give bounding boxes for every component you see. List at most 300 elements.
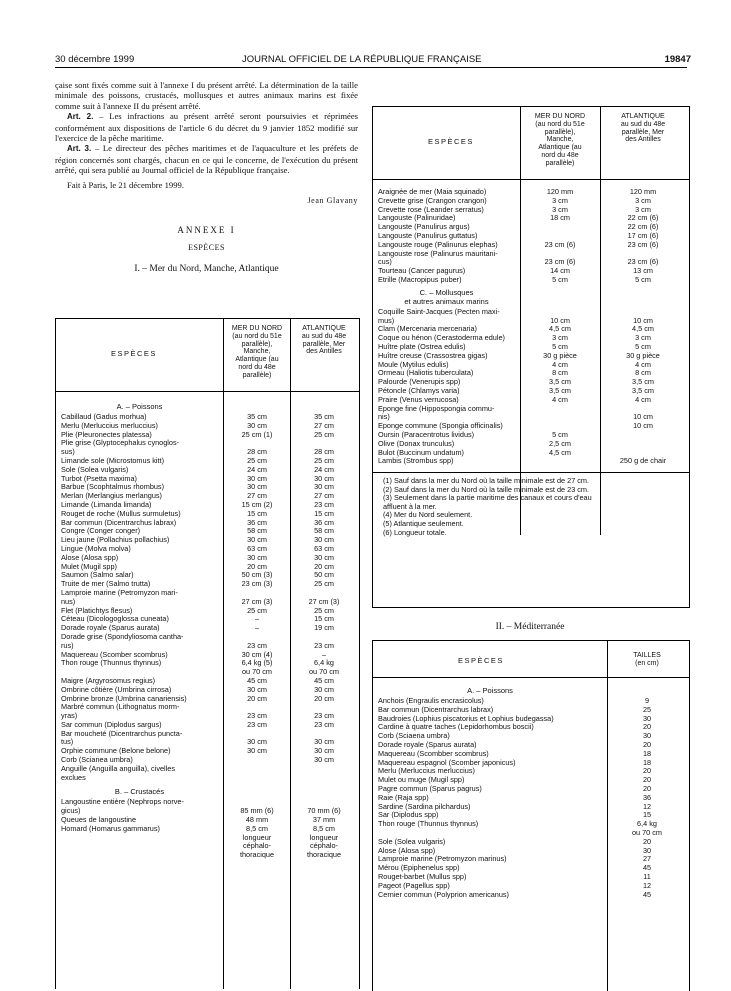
species-name: Queues de langoustine xyxy=(61,816,137,825)
size-value: 14 cm xyxy=(550,266,570,276)
species-name: Maigre (Argyrosomus regius) xyxy=(61,676,156,685)
left-column xyxy=(55,80,358,274)
size-value: 12 xyxy=(642,801,652,811)
size-value: 25 cm xyxy=(247,605,267,615)
species-name: Lingue (Molva molva) xyxy=(61,544,131,553)
species-name: Saumon (Salmo salar) xyxy=(61,571,134,580)
issue-date: 30 décembre 1999 xyxy=(55,54,135,65)
column-header-line: au sud du 48e xyxy=(620,120,666,128)
size-value: 8,5 cm xyxy=(313,823,335,833)
size-value: 23 cm xyxy=(314,640,334,650)
table-row xyxy=(373,829,689,838)
species-name: Merlan (Merlangius merlangus) xyxy=(61,492,162,501)
footnote: affluent à la mer. xyxy=(383,501,437,511)
journal-title: JOURNAL OFFICIEL DE LA RÉPUBLIQUE FRANÇAISE xyxy=(242,54,482,65)
column-header-line: MER DU NORD xyxy=(534,113,586,120)
category-fish: A. – Poissons xyxy=(116,402,163,411)
species-name: Corb (Scianea umbra) xyxy=(61,756,133,765)
species-name: Alose (Alosa spp) xyxy=(61,553,119,562)
species-name: Maquereau (Scombber scombrus) xyxy=(378,749,489,758)
size-value: 27 cm xyxy=(247,491,267,501)
species-name: Mérou (Epiphenelus spp) xyxy=(378,864,460,873)
section-1-title: I. – Mer du Nord, Manche, Atlantique xyxy=(134,264,279,275)
size-value: 15 xyxy=(642,810,652,820)
size-value: – xyxy=(254,623,260,633)
table-row xyxy=(373,864,689,873)
footnote: (4) Mer du Nord seulement. xyxy=(383,510,473,520)
size-value: 23 cm xyxy=(247,711,267,721)
size-value: 27 xyxy=(642,854,652,864)
size-value: 20 cm xyxy=(247,561,267,571)
size-value: 20 cm xyxy=(314,693,334,703)
size-value: 3 cm xyxy=(635,195,651,205)
size-value: 15 cm (2) xyxy=(241,499,273,509)
size-value: 25 cm (1) xyxy=(241,429,273,439)
footnote: (1) Sauf dans la mer du Nord où la taille minimale est de 27 cm. xyxy=(383,476,590,486)
size-value: 5 cm xyxy=(635,341,651,351)
species-name: tus) xyxy=(61,738,74,747)
size-value: thoracique xyxy=(306,850,342,860)
table-row xyxy=(56,756,359,765)
page-header xyxy=(0,0,731,68)
size-value: 11 xyxy=(643,871,651,881)
size-value: 3 cm xyxy=(552,195,568,205)
species-name: Corb (Sciaena umbra) xyxy=(378,732,450,741)
size-value: 10 cm xyxy=(633,412,653,422)
size-value: 45 cm xyxy=(247,675,267,685)
size-value: 23 cm (3) xyxy=(241,579,273,589)
size-value: 19 cm xyxy=(314,623,334,633)
size-value: 3,5 cm xyxy=(632,377,654,387)
size-value: 2,5 cm xyxy=(549,438,571,448)
species-name: yras) xyxy=(61,712,78,721)
species-name: Sar commun (Diplodus sargus) xyxy=(61,720,162,729)
table-row xyxy=(373,750,689,759)
size-value: 10 cm xyxy=(550,315,570,325)
size-value: 3,5 cm xyxy=(632,385,654,395)
table-row xyxy=(56,774,359,783)
north-sea-column-header xyxy=(523,113,597,168)
species-name: Oursin (Paracentrotus lividus) xyxy=(378,430,475,439)
size-value: 23 cm xyxy=(314,711,334,721)
size-value: 30 cm xyxy=(247,482,267,492)
species-name: Barbue (Scophtalmus rhombus) xyxy=(61,483,165,492)
species-name: Bulot (Buccinum undatum) xyxy=(378,448,464,457)
species-column-header: ESPÈCES xyxy=(458,656,504,665)
size-value: 30 cm xyxy=(247,552,267,562)
species-name: Limande (Limanda limanda) xyxy=(61,500,152,509)
footnote: (2) Sauf dans la mer du Nord où la taille minimale est de 23 cm. xyxy=(383,484,590,494)
size-value: 30 cm xyxy=(314,482,334,492)
table-row xyxy=(373,847,689,856)
size-value: 8 cm xyxy=(552,368,568,378)
species-name: Dorade royale (Sparus aurata) xyxy=(61,624,160,633)
size-value: 17 cm (6) xyxy=(627,230,659,240)
size-value: 6,4 kg xyxy=(637,819,657,829)
species-name: Merlu (Merluccius merluccius) xyxy=(61,421,158,430)
size-value: 12 xyxy=(642,880,652,890)
table-row xyxy=(56,642,359,651)
column-header-line: au sud du 48e xyxy=(301,332,347,340)
column-header-line: nord du 48e xyxy=(541,151,579,159)
size-value: 63 cm xyxy=(314,543,334,553)
category-fish: A. – Poissons xyxy=(467,686,513,695)
species-name: Lambis (Strombus spp) xyxy=(378,457,454,466)
species-name: Langouste (Panulirus guttatus) xyxy=(378,231,478,240)
atlantic-column-header xyxy=(292,325,356,356)
species-name: Baudroies (Lophius piscatorius et Lophius budegassa) xyxy=(378,714,554,723)
size-value: 20 xyxy=(642,775,652,785)
size-value: 30 xyxy=(642,713,652,723)
size-value: 27 cm (3) xyxy=(308,596,340,606)
species-name: Turbot (Psetta maxima) xyxy=(61,474,137,483)
species-name: Clam (Mercenaria mercenaria) xyxy=(378,325,477,334)
species-name: Bar commun (Dicentrarchus labrax) xyxy=(61,518,177,527)
column-header-line: parallèle) xyxy=(242,371,272,379)
size-value: 15 cm xyxy=(247,508,267,518)
species-name: Langouste (Panulirus argus) xyxy=(378,223,470,232)
table-row xyxy=(56,721,359,730)
table-row xyxy=(373,422,689,431)
table-north-atlantic-continued xyxy=(372,106,690,608)
column-header-line: ATLANTIQUE xyxy=(302,325,346,332)
table-row xyxy=(373,873,689,882)
size-value: 30 cm xyxy=(314,737,334,747)
footnote: (3) Seulement dans la partie maritime des canaux et cours d'eau xyxy=(383,493,592,503)
size-value: 3 cm xyxy=(635,204,651,214)
size-value: 30 cm xyxy=(314,755,334,765)
size-value: céphalo- xyxy=(310,841,338,851)
table-row xyxy=(373,803,689,812)
species-name: Cardine à quatre taches (Lepidorhombus boscii) xyxy=(378,723,534,732)
size-value: 23 cm (6) xyxy=(544,257,576,267)
size-value: 25 xyxy=(642,704,652,714)
size-value: 27 cm (3) xyxy=(241,596,273,606)
size-value: 20 xyxy=(642,739,652,749)
sizes-column-header xyxy=(609,652,685,668)
size-value: 6,4 kg (5) xyxy=(241,658,273,668)
article-2 xyxy=(55,111,358,143)
column-header-line: parallèle, Mer xyxy=(302,340,346,348)
species-name: Anguille (Anguilla anguilla), civelles xyxy=(61,764,175,773)
table-mediterranean xyxy=(372,640,690,991)
column-header-line: (au nord du 51e xyxy=(535,120,585,128)
size-value: 4,5 cm xyxy=(632,324,654,334)
table-row xyxy=(373,457,689,466)
species-name: Homard (Homarus gammarus) xyxy=(61,824,160,833)
fish-rows xyxy=(56,413,359,782)
table-north-atlantic xyxy=(55,318,360,989)
species-name: Dorade royale (Sparus aurata) xyxy=(378,740,477,749)
size-value: 30 g pièce xyxy=(543,350,577,360)
size-value: 22 cm (6) xyxy=(627,222,659,232)
size-value: 45 cm xyxy=(314,675,334,685)
size-value: 120 mm xyxy=(629,187,657,196)
article-2-text: – Les infractions au présent arrêté seront poursuivies et réprimées conformément aux dispositions de l'article 6 du décret du 9 janvier 1852 modifié sur l'exercice de la pêche maritime. xyxy=(55,111,358,144)
species-column-header: ESPÈCES xyxy=(428,137,474,146)
article-2-label: Art. 2. xyxy=(67,112,94,122)
table-row xyxy=(373,776,689,785)
species-name: Merlu (Merluccius merluccius) xyxy=(378,767,475,776)
size-value: 36 xyxy=(642,792,652,802)
size-value: 27 cm xyxy=(314,420,334,430)
table-row xyxy=(373,838,689,847)
size-value: 37 mm xyxy=(312,815,336,825)
article-3-text: – Le directeur des pêches maritimes et de l'aquaculture et les préfets de région concernés sont chargés, chacun en ce qui le concerne, de l'exécution du présent arrêté, qui sera publié au Journal officiel de la République française. xyxy=(55,143,359,176)
table-row xyxy=(373,396,689,405)
size-value: 27 cm xyxy=(314,491,334,501)
size-value: 30 cm (4) xyxy=(241,649,273,659)
table-row xyxy=(373,732,689,741)
species-name: Marbré commun (Lithognatus morm- xyxy=(61,703,180,712)
species-name: rus) xyxy=(61,641,74,650)
size-value: 45 xyxy=(642,889,652,899)
size-value: 3 cm xyxy=(552,204,568,214)
species-name: Ombrine bronze (Umbrina canariensis) xyxy=(61,694,187,703)
size-value: 48 mm xyxy=(245,815,269,825)
size-value: 30 xyxy=(642,845,652,855)
size-value: 28 cm xyxy=(314,447,334,457)
species-name: Coquille Saint-Jacques (Pecten maxi- xyxy=(378,307,500,316)
column-header-line: (au nord du 51e xyxy=(232,332,282,340)
column-header-line: nord du 48e xyxy=(238,363,276,371)
category-crustaceans: B. – Crustacés xyxy=(114,787,165,797)
species-name: Maquereau (Scomber scombrus) xyxy=(61,650,168,659)
species-name: Crevette grise (Crangon crangon) xyxy=(378,196,487,205)
category-molluscs: C. – Mollusques xyxy=(419,287,474,297)
species-name: Eponge commune (Spongia officinalis) xyxy=(378,422,503,431)
size-value: 120 mm xyxy=(546,187,574,196)
size-value: 3,5 cm xyxy=(549,385,571,395)
species-name: Dorade grise (Spondyliosoma cantha- xyxy=(61,632,184,641)
size-value: 6,4 kg xyxy=(314,658,334,668)
species-name: Orphie commune (Belone belone) xyxy=(61,747,171,756)
species-name: sus) xyxy=(61,448,75,457)
size-value: 50 cm xyxy=(314,570,334,580)
species-name: Eponge fine (Hippospongia commu- xyxy=(378,404,495,413)
size-value: 8,5 cm xyxy=(246,823,268,833)
species-name: Thon rouge (Thunnus thynnus) xyxy=(378,820,479,829)
size-value: – xyxy=(321,649,327,659)
species-name: Flet (Platichtys flesus) xyxy=(61,606,133,615)
done-at: Fait à Paris, le 21 décembre 1999. xyxy=(67,179,184,190)
size-value: 23 cm xyxy=(247,640,267,650)
table-row xyxy=(373,882,689,891)
crustacean-rows xyxy=(373,188,689,285)
species-name: Rouget de roche (Mullus surmuletus) xyxy=(61,509,181,518)
species-name: Sole (Solea vulgaris) xyxy=(378,837,446,846)
size-value: 63 cm xyxy=(247,543,267,553)
size-value: 35 cm xyxy=(314,412,334,421)
species-name: Anchois (Engraulis encrasicolus) xyxy=(378,697,484,705)
size-value: 36 cm xyxy=(247,517,267,527)
table-row xyxy=(373,767,689,776)
table-row xyxy=(373,715,689,724)
size-value: 5 cm xyxy=(552,429,568,439)
size-value: 58 cm xyxy=(247,526,267,536)
size-value: 10 cm xyxy=(633,421,653,431)
species-name: Maquereau espagnol (Scomber japonicus) xyxy=(378,758,516,767)
header-rule xyxy=(55,67,687,68)
species-name: Lamproie marine (Petromyzon mari- xyxy=(61,588,178,597)
species-name: Pageot (Pagellus spp) xyxy=(378,881,450,890)
table-row xyxy=(373,241,689,250)
mollusc-rows xyxy=(373,308,689,466)
size-value: 20 xyxy=(642,766,652,776)
size-value: 30 cm xyxy=(314,552,334,562)
size-value: 28 cm xyxy=(247,447,267,457)
size-value: 4 cm xyxy=(552,394,568,404)
species-name: nus) xyxy=(61,597,76,606)
table-notes xyxy=(373,472,689,541)
species-name: Etrille (Macropipus puber) xyxy=(378,275,462,284)
species-name: Pétoncle (Chlamys varia) xyxy=(378,386,460,395)
size-value: céphalo- xyxy=(243,841,271,851)
especes-title: ESPÈCES xyxy=(188,243,225,253)
size-value: 30 cm xyxy=(314,746,334,756)
column-header-line: parallèle) xyxy=(545,159,575,167)
size-value: 25 cm xyxy=(314,579,334,589)
size-value: 30 cm xyxy=(247,420,267,430)
size-value: longueur xyxy=(242,832,272,842)
table-row xyxy=(373,759,689,768)
species-name: Araignée de mer (Maia squinado) xyxy=(378,188,487,196)
column-header-line: Manche, xyxy=(243,348,271,356)
size-value: 30 cm xyxy=(247,746,267,756)
table-row xyxy=(56,580,359,589)
table-row xyxy=(56,851,359,860)
footnote: (6) Longueur totale. xyxy=(383,527,447,537)
size-value: 15 cm xyxy=(314,614,334,624)
signature: Jean Glavany xyxy=(307,196,358,206)
size-value: 30 cm xyxy=(247,535,267,545)
size-value: 4 cm xyxy=(635,394,651,404)
size-value: ou 70 cm xyxy=(241,667,272,677)
table-row xyxy=(373,723,689,732)
size-value: 24 cm xyxy=(314,464,334,474)
size-value: 50 cm (3) xyxy=(241,570,273,580)
size-value: 45 xyxy=(642,863,652,873)
column-header-line: Atlantique (au xyxy=(538,144,582,152)
table-row xyxy=(373,785,689,794)
size-value: thoracique xyxy=(239,850,275,860)
size-value: 5 cm xyxy=(552,341,568,351)
table-row xyxy=(373,440,689,449)
table-row xyxy=(373,431,689,440)
size-value: ou 70 cm xyxy=(308,667,339,677)
size-value: 23 cm xyxy=(247,719,267,729)
size-value: 3 cm xyxy=(635,333,651,343)
size-value: 30 xyxy=(642,731,652,741)
species-name: Rouget-barbet (Mullus spp) xyxy=(378,872,467,881)
species-name: Pagre commun (Sparus pagrus) xyxy=(378,784,482,793)
size-value: 23 cm (6) xyxy=(544,239,576,249)
page-number: 19847 xyxy=(664,54,691,65)
crustacean-rows xyxy=(56,798,359,860)
size-value: 5 cm xyxy=(552,274,568,284)
size-value: 15 cm xyxy=(314,508,334,518)
species-name: Cernier commun (Polyprion americanus) xyxy=(378,890,509,899)
column-header-line: Manche, xyxy=(546,136,574,144)
species-name: nis) xyxy=(378,413,390,422)
table-row xyxy=(373,794,689,803)
size-value: 70 mm (6) xyxy=(307,806,341,816)
species-name: Sardine (Sardina pilchardus) xyxy=(378,802,471,811)
size-value: 23 cm (6) xyxy=(627,257,659,267)
table-row xyxy=(56,431,359,440)
species-name: Praire (Venus verrucosa) xyxy=(378,395,459,404)
size-value: 36 cm xyxy=(314,517,334,527)
species-name: Truite de mer (Salmo trutta) xyxy=(61,580,151,589)
size-value: 85 mm (6) xyxy=(240,806,274,816)
fish-rows xyxy=(373,697,689,899)
size-value: ou 70 cm xyxy=(631,827,662,837)
species-name: mus) xyxy=(378,316,395,325)
species-name: Langoustine entière (Nephrops norve- xyxy=(61,798,184,807)
table-row xyxy=(373,855,689,864)
column-header-line: parallèle, Mer xyxy=(621,128,665,136)
species-name: Crevette rose (Leander serratus) xyxy=(378,205,484,214)
article-3 xyxy=(55,143,358,175)
species-name: Huître creuse (Crassostrea gigas) xyxy=(378,351,488,360)
column-header-line: MER DU NORD xyxy=(231,325,283,332)
species-name: Limande sole (Microstomus kitt) xyxy=(61,456,164,465)
species-name: Congre (Conger conger) xyxy=(61,527,141,536)
size-value: 20 cm xyxy=(314,561,334,571)
column-header-line: ATLANTIQUE xyxy=(621,113,665,120)
column-header-line: TAILLES xyxy=(633,652,661,659)
size-value: 18 xyxy=(642,757,652,767)
species-name: Céteau (Dicologoglossa cuneata) xyxy=(61,615,169,624)
species-name: gicus) xyxy=(61,807,81,816)
species-name: Tourteau (Cancer pagurus) xyxy=(378,267,466,276)
size-value: 24 cm xyxy=(247,464,267,474)
column-header-line: parallèle), xyxy=(241,340,273,348)
species-name: Bar commun (Dicentrarchus labrax) xyxy=(378,705,494,714)
table-header xyxy=(373,641,689,678)
size-value: 23 cm (6) xyxy=(627,239,659,249)
size-value: 5 cm xyxy=(635,274,651,284)
size-value: 250 g de chair xyxy=(619,456,667,466)
size-value: – xyxy=(254,614,260,624)
species-name: Plie (Pleuronectes platessa) xyxy=(61,430,152,439)
column-header-line: des Antilles xyxy=(625,136,661,144)
size-value: 22 cm (6) xyxy=(627,213,659,223)
species-name: Mulet ou muge (Mugil spp) xyxy=(378,776,465,785)
species-name: Sar (Diplodus spp) xyxy=(378,811,439,820)
species-name: Sole (Solea vulgaris) xyxy=(61,465,129,474)
size-value: 30 cm xyxy=(247,684,267,694)
species-name: Palourde (Venerupis spp) xyxy=(378,378,461,387)
size-value: 13 cm xyxy=(633,266,653,276)
table-row xyxy=(373,697,689,706)
size-value: 23 cm xyxy=(314,499,334,509)
species-name: Alose (Alosa spp) xyxy=(378,846,436,855)
size-value: 25 cm xyxy=(314,455,334,465)
size-value: 20 xyxy=(642,722,652,732)
species-name: Langouste rose (Palinurus mauritani- xyxy=(378,249,498,258)
size-value: 4,5 cm xyxy=(549,324,571,334)
intro-paragraph: çaise sont fixés comme suit à l'annexe I du présent arrêté. La détermination de la taille minimale des poissons, crustacés, mollusques et autres animaux marins est fixée comme suit à l'annexe II du présent arrêté. xyxy=(55,80,358,111)
species-name: Mulet (Mugil spp) xyxy=(61,562,117,571)
species-name: exclues xyxy=(61,773,86,782)
size-value: 30 cm xyxy=(314,684,334,694)
species-name: Bar moucheté (Dicentrarchus puncta- xyxy=(61,729,183,738)
table-row xyxy=(56,765,359,774)
size-value: 25 cm xyxy=(314,605,334,615)
size-value: 30 cm xyxy=(247,737,267,747)
annexe-title: ANNEXE I xyxy=(177,225,236,236)
